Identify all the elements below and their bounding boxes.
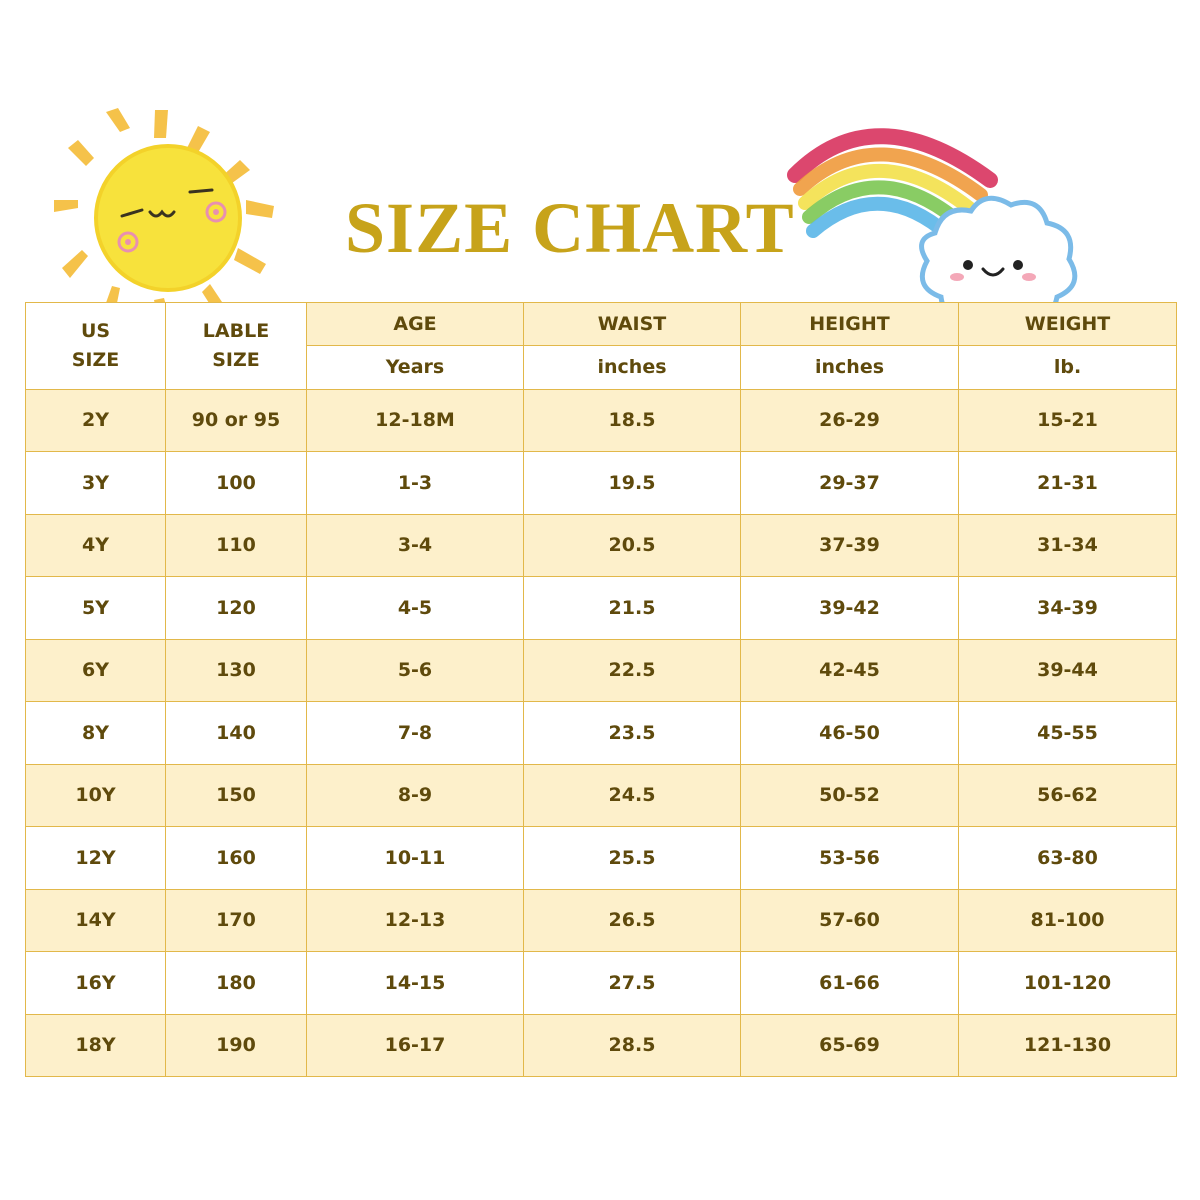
age-header: AGE	[307, 303, 524, 346]
cell-age: 12-13	[307, 889, 524, 951]
age-unit: Years	[307, 346, 524, 389]
table-row	[26, 889, 1177, 951]
cell-us-size: 6Y	[26, 639, 166, 701]
table-row	[26, 764, 1177, 826]
cell-age: 4-5	[307, 577, 524, 639]
page-title: SIZE CHART	[345, 188, 795, 268]
cell-age: 8-9	[307, 764, 524, 826]
cell-waist: 28.5	[524, 1014, 741, 1077]
cell-us-size: 4Y	[26, 514, 166, 576]
height-unit: inches	[741, 346, 959, 389]
cell-waist: 27.5	[524, 952, 741, 1014]
cell-weight: 101-120	[959, 952, 1177, 1014]
cell-label-size: 110	[166, 514, 307, 576]
us-size-header-line2: SIZE	[71, 348, 120, 371]
cell-weight: 15-21	[959, 389, 1177, 451]
cell-us-size: 18Y	[26, 1014, 166, 1077]
cell-waist: 20.5	[524, 514, 741, 576]
cell-label-size: 130	[166, 639, 307, 701]
cell-label-size: 120	[166, 577, 307, 639]
cell-waist: 22.5	[524, 639, 741, 701]
cell-age: 14-15	[307, 952, 524, 1014]
cell-us-size: 5Y	[26, 577, 166, 639]
label-size-header	[166, 303, 307, 390]
cell-weight: 56-62	[959, 764, 1177, 826]
cell-us-size: 16Y	[26, 952, 166, 1014]
rainbow-with-cloud-icon	[785, 115, 1085, 330]
table-row	[26, 389, 1177, 451]
header-row-1	[26, 303, 1177, 346]
cell-us-size: 8Y	[26, 702, 166, 764]
cell-waist: 23.5	[524, 702, 741, 764]
label-size-header-line2: SIZE	[212, 348, 260, 371]
cell-weight: 121-130	[959, 1014, 1177, 1077]
cell-age: 16-17	[307, 1014, 524, 1077]
table-row	[26, 827, 1177, 889]
cell-weight: 34-39	[959, 577, 1177, 639]
cell-height: 46-50	[741, 702, 959, 764]
cell-height: 29-37	[741, 452, 959, 514]
cell-label-size: 190	[166, 1014, 307, 1077]
size-table-body	[26, 303, 1177, 1077]
cell-us-size: 14Y	[26, 889, 166, 951]
cell-us-size: 2Y	[26, 389, 166, 451]
size-chart-table	[25, 302, 1177, 1077]
cell-waist: 24.5	[524, 764, 741, 826]
cell-weight: 39-44	[959, 639, 1177, 701]
cell-label-size: 180	[166, 952, 307, 1014]
cell-age: 1-3	[307, 452, 524, 514]
cell-age: 5-6	[307, 639, 524, 701]
table-row	[26, 452, 1177, 514]
cell-height: 65-69	[741, 1014, 959, 1077]
cell-height: 42-45	[741, 639, 959, 701]
cell-us-size: 3Y	[26, 452, 166, 514]
cell-weight: 45-55	[959, 702, 1177, 764]
table-row	[26, 952, 1177, 1014]
cell-weight: 21-31	[959, 452, 1177, 514]
cell-us-size: 12Y	[26, 827, 166, 889]
cell-age: 10-11	[307, 827, 524, 889]
us-size-header-line1: US	[80, 319, 111, 342]
us-size-header	[26, 303, 166, 390]
cell-waist: 21.5	[524, 577, 741, 639]
table-row	[26, 1014, 1177, 1077]
cell-label-size: 150	[166, 764, 307, 826]
cell-waist: 25.5	[524, 827, 741, 889]
cell-height: 61-66	[741, 952, 959, 1014]
cell-label-size: 170	[166, 889, 307, 951]
cell-weight: 31-34	[959, 514, 1177, 576]
waist-header: WAIST	[524, 303, 741, 346]
weight-header: WEIGHT	[959, 303, 1177, 346]
cell-waist: 19.5	[524, 452, 741, 514]
cell-us-size: 10Y	[26, 764, 166, 826]
cell-height: 50-52	[741, 764, 959, 826]
cell-height: 57-60	[741, 889, 959, 951]
cell-height: 26-29	[741, 389, 959, 451]
cell-age: 3-4	[307, 514, 524, 576]
cell-label-size: 90 or 95	[166, 389, 307, 451]
cell-label-size: 140	[166, 702, 307, 764]
cell-waist: 26.5	[524, 889, 741, 951]
table-row	[26, 702, 1177, 764]
cell-label-size: 100	[166, 452, 307, 514]
cell-waist: 18.5	[524, 389, 741, 451]
waist-unit: inches	[524, 346, 741, 389]
cell-height: 37-39	[741, 514, 959, 576]
cell-height: 39-42	[741, 577, 959, 639]
table-row	[26, 639, 1177, 701]
table-row	[26, 514, 1177, 576]
cell-label-size: 160	[166, 827, 307, 889]
height-header: HEIGHT	[741, 303, 959, 346]
cell-height: 53-56	[741, 827, 959, 889]
cell-weight: 63-80	[959, 827, 1177, 889]
table-row	[26, 577, 1177, 639]
cell-weight: 81-100	[959, 889, 1177, 951]
weight-unit: lb.	[959, 346, 1177, 389]
cell-age: 12-18M	[307, 389, 524, 451]
cell-age: 7-8	[307, 702, 524, 764]
label-size-header-line1: LABLE	[202, 319, 270, 342]
